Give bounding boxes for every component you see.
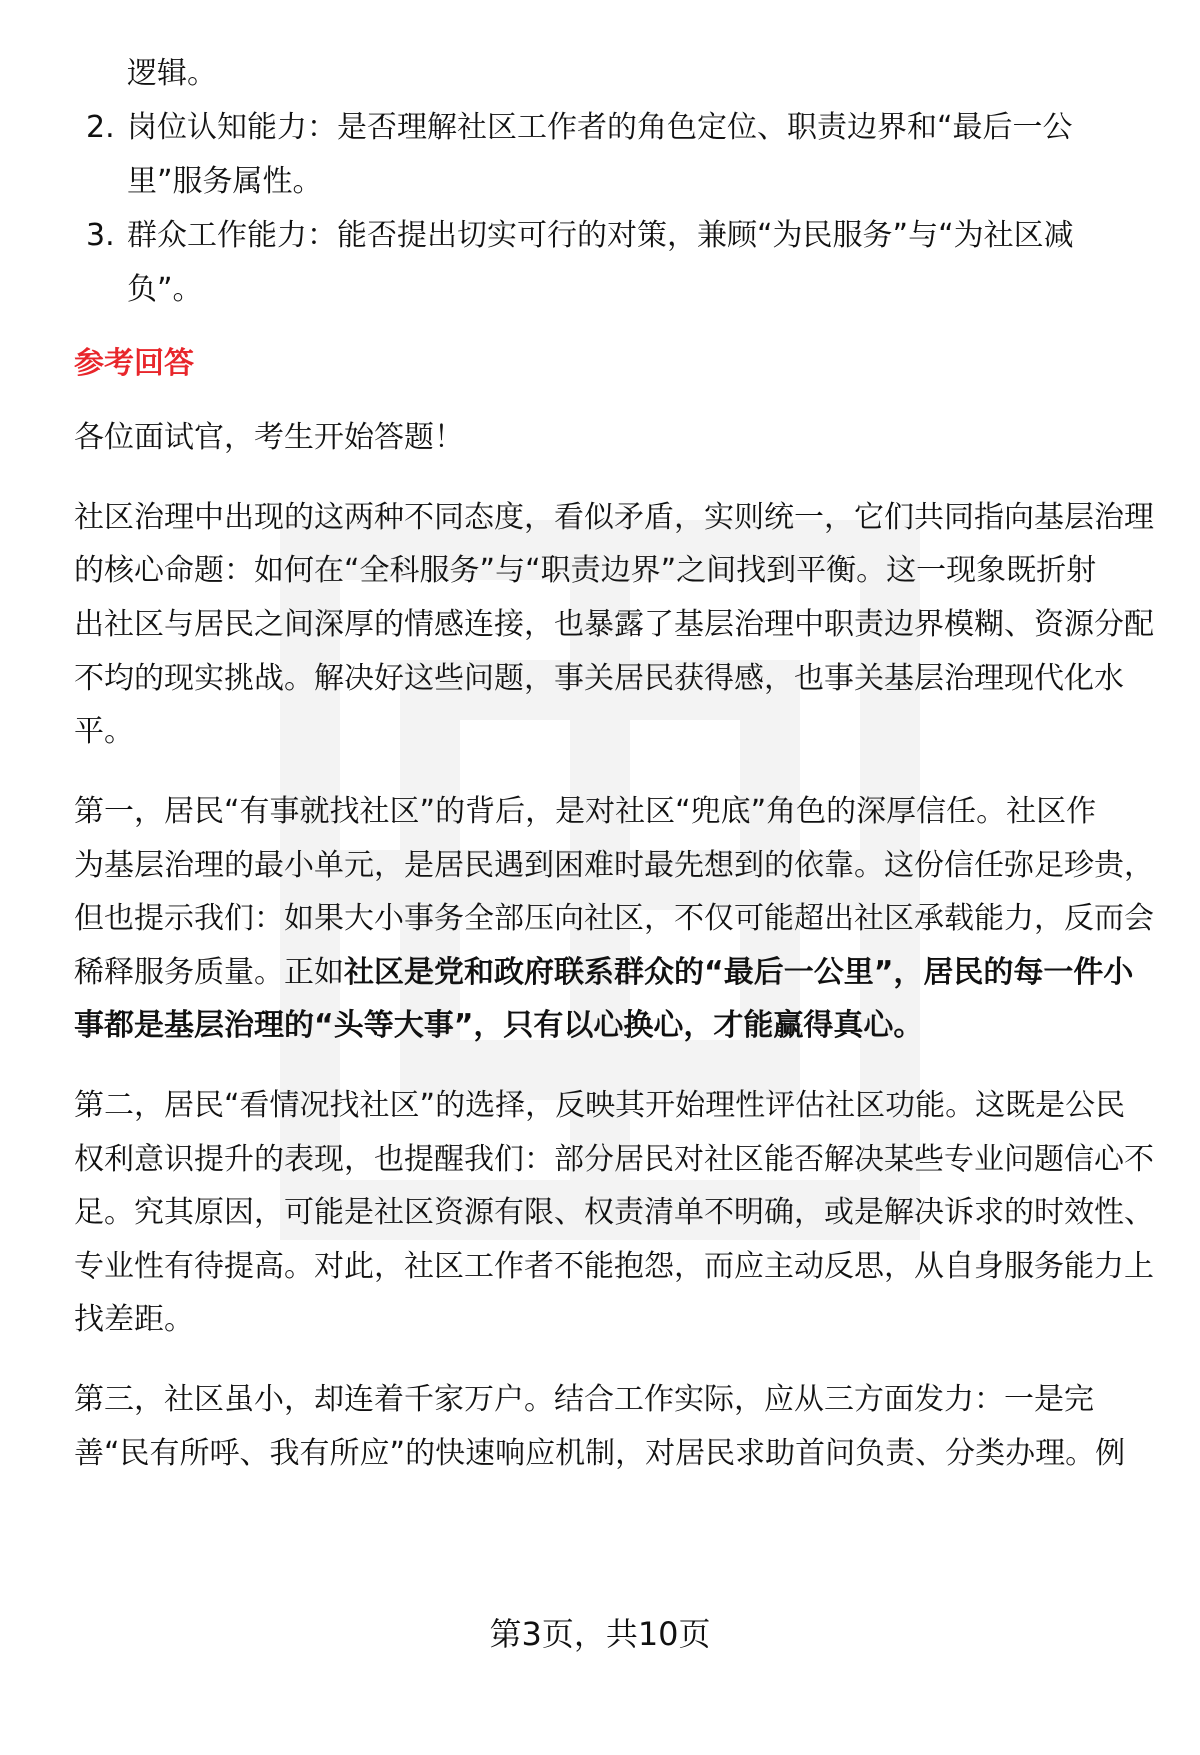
paragraph-line: 出社区与居民之间深厚的情感连接，也暴露了基层治理中职责边界模糊、资源分配 xyxy=(74,607,1154,642)
paragraph-line xyxy=(74,953,1133,993)
paragraph-line: 不均的现实挑战。解决好这些问题，事关居民获得感，也事关基层治理现代化水 xyxy=(74,661,1124,696)
paragraph-line: 为基层治理的最小单元，是居民遇到困难时最先想到的依靠。这份信任弥足珍贵， xyxy=(74,848,1154,883)
paragraph-line: 的核心命题：如何在“全科服务”与“职责边界”之间找到平衡。这一现象既折射 xyxy=(74,553,1097,588)
bold-text: 社区是党和政府联系群众的“最后一公里”，居民的每一件小 xyxy=(344,955,1134,990)
paragraph-line: 善“民有所呼、我有所应”的快速响应机制，对居民求助首问负责、分类办理。例 xyxy=(74,1436,1126,1471)
section-heading: 参考回答 xyxy=(74,346,194,381)
paragraph-line: 第一，居民“有事就找社区”的背后，是对社区“兜底”角色的深厚信任。社区作 xyxy=(74,794,1097,829)
paragraph-line: 平。 xyxy=(74,714,134,749)
opening-line: 各位面试官，考生开始答题！ xyxy=(74,420,464,455)
paragraph-line: 权利意识提升的表现，也提醒我们：部分居民对社区能否解决某些专业问题信心不 xyxy=(74,1142,1154,1177)
list-item-number: 3. xyxy=(86,218,115,253)
paragraph-line: 足。究其原因，可能是社区资源有限、权责清单不明确，或是解决诉求的时效性、 xyxy=(74,1195,1154,1230)
paragraph-line: 找差距。 xyxy=(74,1302,194,1337)
list-item-number: 2. xyxy=(86,110,115,145)
list-item-text: 岗位认知能力：是否理解社区工作者的角色定位、职责边界和“最后一公 xyxy=(127,110,1073,145)
paragraph-line: 专业性有待提高。对此，社区工作者不能抱怨，而应主动反思，从自身服务能力上 xyxy=(74,1249,1154,1284)
list-item-text: 群众工作能力：能否提出切实可行的对策，兼顾“为民服务”与“为社区减 xyxy=(127,218,1074,253)
list-item-continuation: 逻辑。 xyxy=(127,56,217,91)
paragraph-line: 社区治理中出现的这两种不同态度，看似矛盾，实则统一，它们共同指向基层治理 xyxy=(74,500,1154,535)
paragraph-line: 第二，居民“看情况找社区”的选择，反映其开始理性评估社区功能。这既是公民 xyxy=(74,1088,1126,1123)
paragraph-line: 第三，社区虽小，却连着千家万户。结合工作实际，应从三方面发力：一是完 xyxy=(74,1382,1094,1417)
bold-text: 事都是基层治理的“头等大事”，只有以心换心，才能赢得真心。 xyxy=(74,1008,924,1043)
list-item-text: 里”服务属性。 xyxy=(127,164,323,199)
paragraph-line: 但也提示我们：如果大小事务全部压向社区，不仅可能超出社区承载能力，反而会 xyxy=(74,901,1154,936)
page-number-footer: 第3页，共10页 xyxy=(489,1615,711,1653)
normal-text: 稀释服务质量。正如 xyxy=(74,955,344,990)
list-item-text: 负”。 xyxy=(127,272,203,307)
